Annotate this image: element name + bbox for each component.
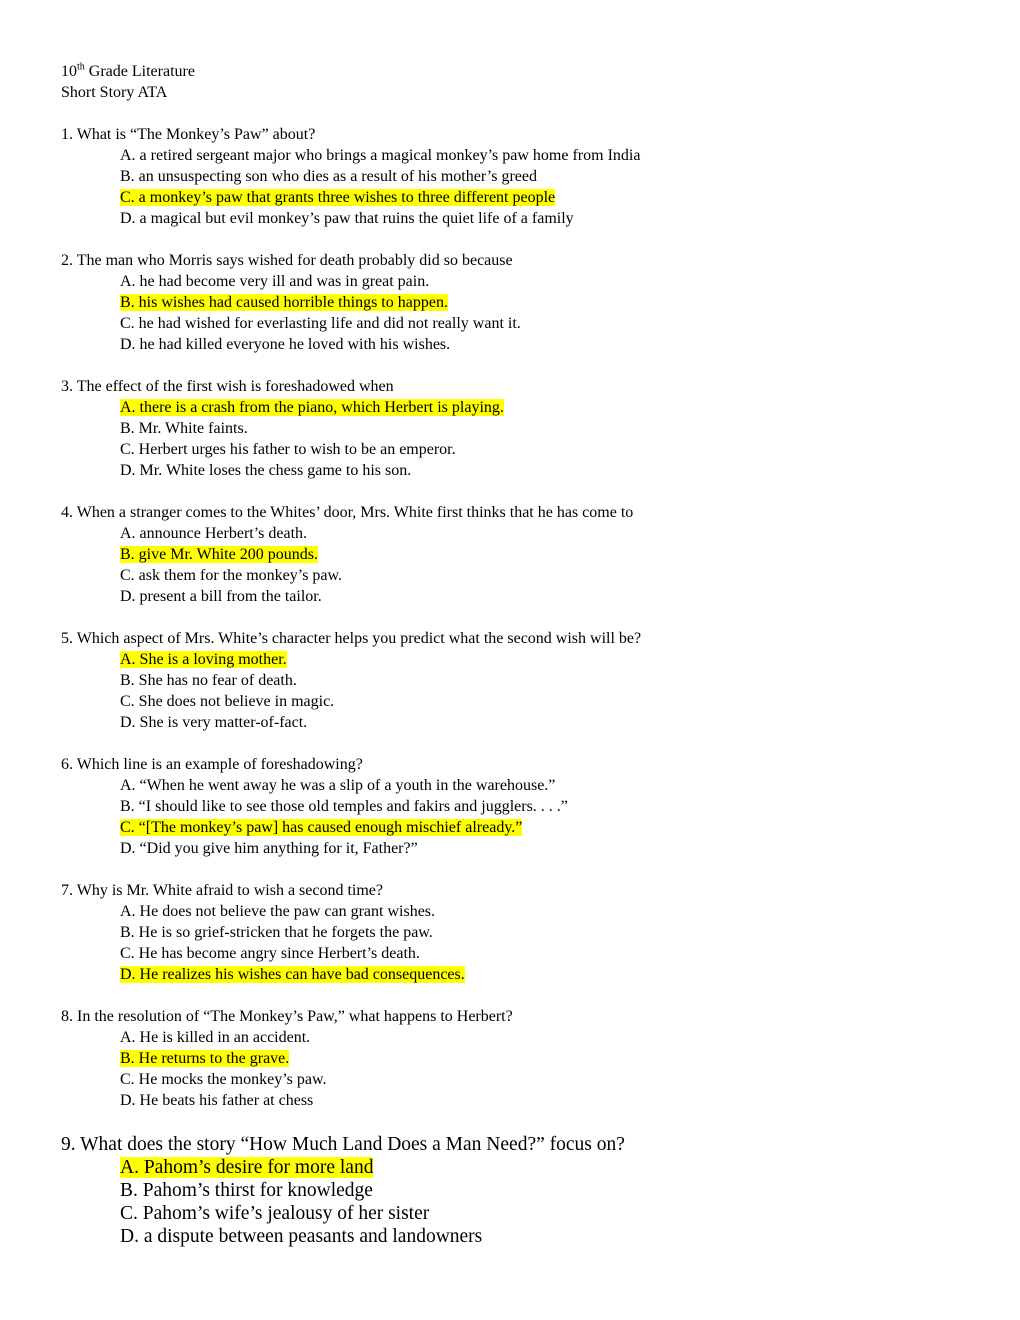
answer-options (120, 1156, 961, 1248)
answer-option (120, 418, 961, 439)
question-4 (61, 502, 961, 607)
answer-option (120, 649, 961, 670)
answer-text: D. He beats his father at chess (120, 1092, 314, 1109)
answer-option (120, 1027, 961, 1048)
answer-option (120, 439, 961, 460)
assignment-title: Short Story ATA (61, 84, 168, 101)
answer-text: B. Pahom’s thirst for knowledge (120, 1180, 373, 1201)
answer-option (120, 271, 961, 292)
highlighted-answer-text: B. give Mr. White 200 pounds. (120, 546, 318, 563)
answer-option (120, 334, 961, 355)
question-7 (61, 880, 961, 985)
answer-options (120, 145, 961, 229)
answer-text: C. he had wished for everlasting life and did not really want it. (120, 315, 521, 332)
answer-text: B. “I should like to see those old temples and fakirs and jugglers. . . .” (120, 798, 568, 815)
question-prompt: 9. What does the story “How Much Land Does a Man Need?” focus on? (61, 1134, 625, 1155)
question-5 (61, 628, 961, 733)
question-prompt: 7. Why is Mr. White afraid to wish a second time? (61, 882, 384, 899)
answer-option (120, 1225, 961, 1248)
answer-option (120, 691, 961, 712)
question-prompt: 4. When a stranger comes to the Whites’ door, Mrs. White first thinks that he has come to (61, 504, 634, 521)
highlighted-answer-text: B. He returns to the grave. (120, 1050, 290, 1067)
question-2 (61, 250, 961, 355)
answer-option (120, 1202, 961, 1225)
answer-option (120, 586, 961, 607)
question-prompt: 3. The effect of the first wish is foreshadowed when (61, 378, 394, 395)
question-1 (61, 124, 961, 229)
answer-text: A. he had become very ill and was in great pain. (120, 273, 430, 290)
question-prompt: 6. Which line is an example of foreshadowing? (61, 756, 363, 773)
answer-text: C. ask them for the monkey’s paw. (120, 567, 343, 584)
answer-option (120, 523, 961, 544)
answer-text: A. He is killed in an accident. (120, 1029, 311, 1046)
answer-text: A. “When he went away he was a slip of a youth in the warehouse.” (120, 777, 556, 794)
answer-option (120, 313, 961, 334)
question-list (61, 124, 961, 1248)
answer-option (120, 145, 961, 166)
answer-option (120, 712, 961, 733)
answer-text: C. He has become angry since Herbert’s death. (120, 945, 420, 962)
course-title (61, 61, 961, 82)
answer-option (120, 1179, 961, 1202)
highlighted-answer-text: D. He realizes his wishes can have bad consequences. (120, 966, 465, 983)
grade-number: 10 (61, 63, 77, 80)
answer-option (120, 796, 961, 817)
document-page (61, 61, 961, 1248)
answer-text: C. Pahom’s wife’s jealousy of her sister (120, 1203, 430, 1224)
grade-ordinal-suffix: th (77, 61, 85, 73)
answer-text: D. present a bill from the tailor. (120, 588, 322, 605)
answer-options (120, 271, 961, 355)
answer-option (120, 670, 961, 691)
question-6 (61, 754, 961, 859)
answer-text: D. She is very matter-of-fact. (120, 714, 308, 731)
answer-options (120, 1027, 961, 1111)
answer-text: C. Herbert urges his father to wish to be an emperor. (120, 441, 456, 458)
answer-options (120, 397, 961, 481)
answer-option (120, 166, 961, 187)
highlighted-answer-text: A. there is a crash from the piano, which Herbert is playing. (120, 399, 504, 416)
answer-text: A. a retired sergeant major who brings a magical monkey’s paw home from India (120, 147, 641, 164)
answer-option (120, 817, 961, 838)
answer-option (120, 208, 961, 229)
answer-option (120, 565, 961, 586)
question-prompt: 8. In the resolution of “The Monkey’s Paw,” what happens to Herbert? (61, 1008, 513, 1025)
highlighted-answer-text: C. “[The monkey’s paw] has caused enough mischief already.” (120, 819, 523, 836)
answer-text: B. She has no fear of death. (120, 672, 297, 689)
answer-text: D. “Did you give him anything for it, Father?” (120, 840, 418, 857)
answer-options (120, 775, 961, 859)
answer-option (120, 1090, 961, 1111)
answer-text: D. a magical but evil monkey’s paw that ruins the quiet life of a family (120, 210, 574, 227)
answer-text: A. announce Herbert’s death. (120, 525, 308, 542)
answer-text: C. He mocks the monkey’s paw. (120, 1071, 327, 1088)
answer-options (120, 649, 961, 733)
answer-text: D. a dispute between peasants and landowners (120, 1226, 483, 1247)
question-9 (61, 1133, 961, 1248)
answer-option (120, 1048, 961, 1069)
highlighted-answer-text: A. Pahom’s desire for more land (120, 1157, 374, 1178)
answer-text: D. Mr. White loses the chess game to his son. (120, 462, 412, 479)
question-3 (61, 376, 961, 481)
answer-option (120, 901, 961, 922)
answer-option (120, 544, 961, 565)
answer-options (120, 901, 961, 985)
answer-text: B. Mr. White faints. (120, 420, 248, 437)
course-name: Grade Literature (84, 63, 195, 80)
answer-option (120, 943, 961, 964)
answer-option (120, 1156, 961, 1179)
answer-option (120, 964, 961, 985)
answer-text: C. She does not believe in magic. (120, 693, 335, 710)
question-8 (61, 1006, 961, 1111)
question-prompt: 5. Which aspect of Mrs. White’s character helps you predict what the second wish will be? (61, 630, 642, 647)
answer-option (120, 775, 961, 796)
answer-option (120, 187, 961, 208)
answer-text: D. he had killed everyone he loved with his wishes. (120, 336, 451, 353)
answer-options (120, 523, 961, 607)
answer-option (120, 397, 961, 418)
answer-option (120, 838, 961, 859)
highlighted-answer-text: C. a monkey’s paw that grants three wishes to three different people (120, 189, 556, 206)
answer-text: B. He is so grief-stricken that he forgets the paw. (120, 924, 433, 941)
answer-option (120, 292, 961, 313)
highlighted-answer-text: B. his wishes had caused horrible things to happen. (120, 294, 448, 311)
answer-text: A. He does not believe the paw can grant wishes. (120, 903, 436, 920)
question-prompt: 2. The man who Morris says wished for death probably did so because (61, 252, 513, 269)
answer-option (120, 922, 961, 943)
answer-option (120, 1069, 961, 1090)
answer-text: B. an unsuspecting son who dies as a result of his mother’s greed (120, 168, 537, 185)
highlighted-answer-text: A. She is a loving mother. (120, 651, 287, 668)
answer-option (120, 460, 961, 481)
question-prompt: 1. What is “The Monkey’s Paw” about? (61, 126, 316, 143)
